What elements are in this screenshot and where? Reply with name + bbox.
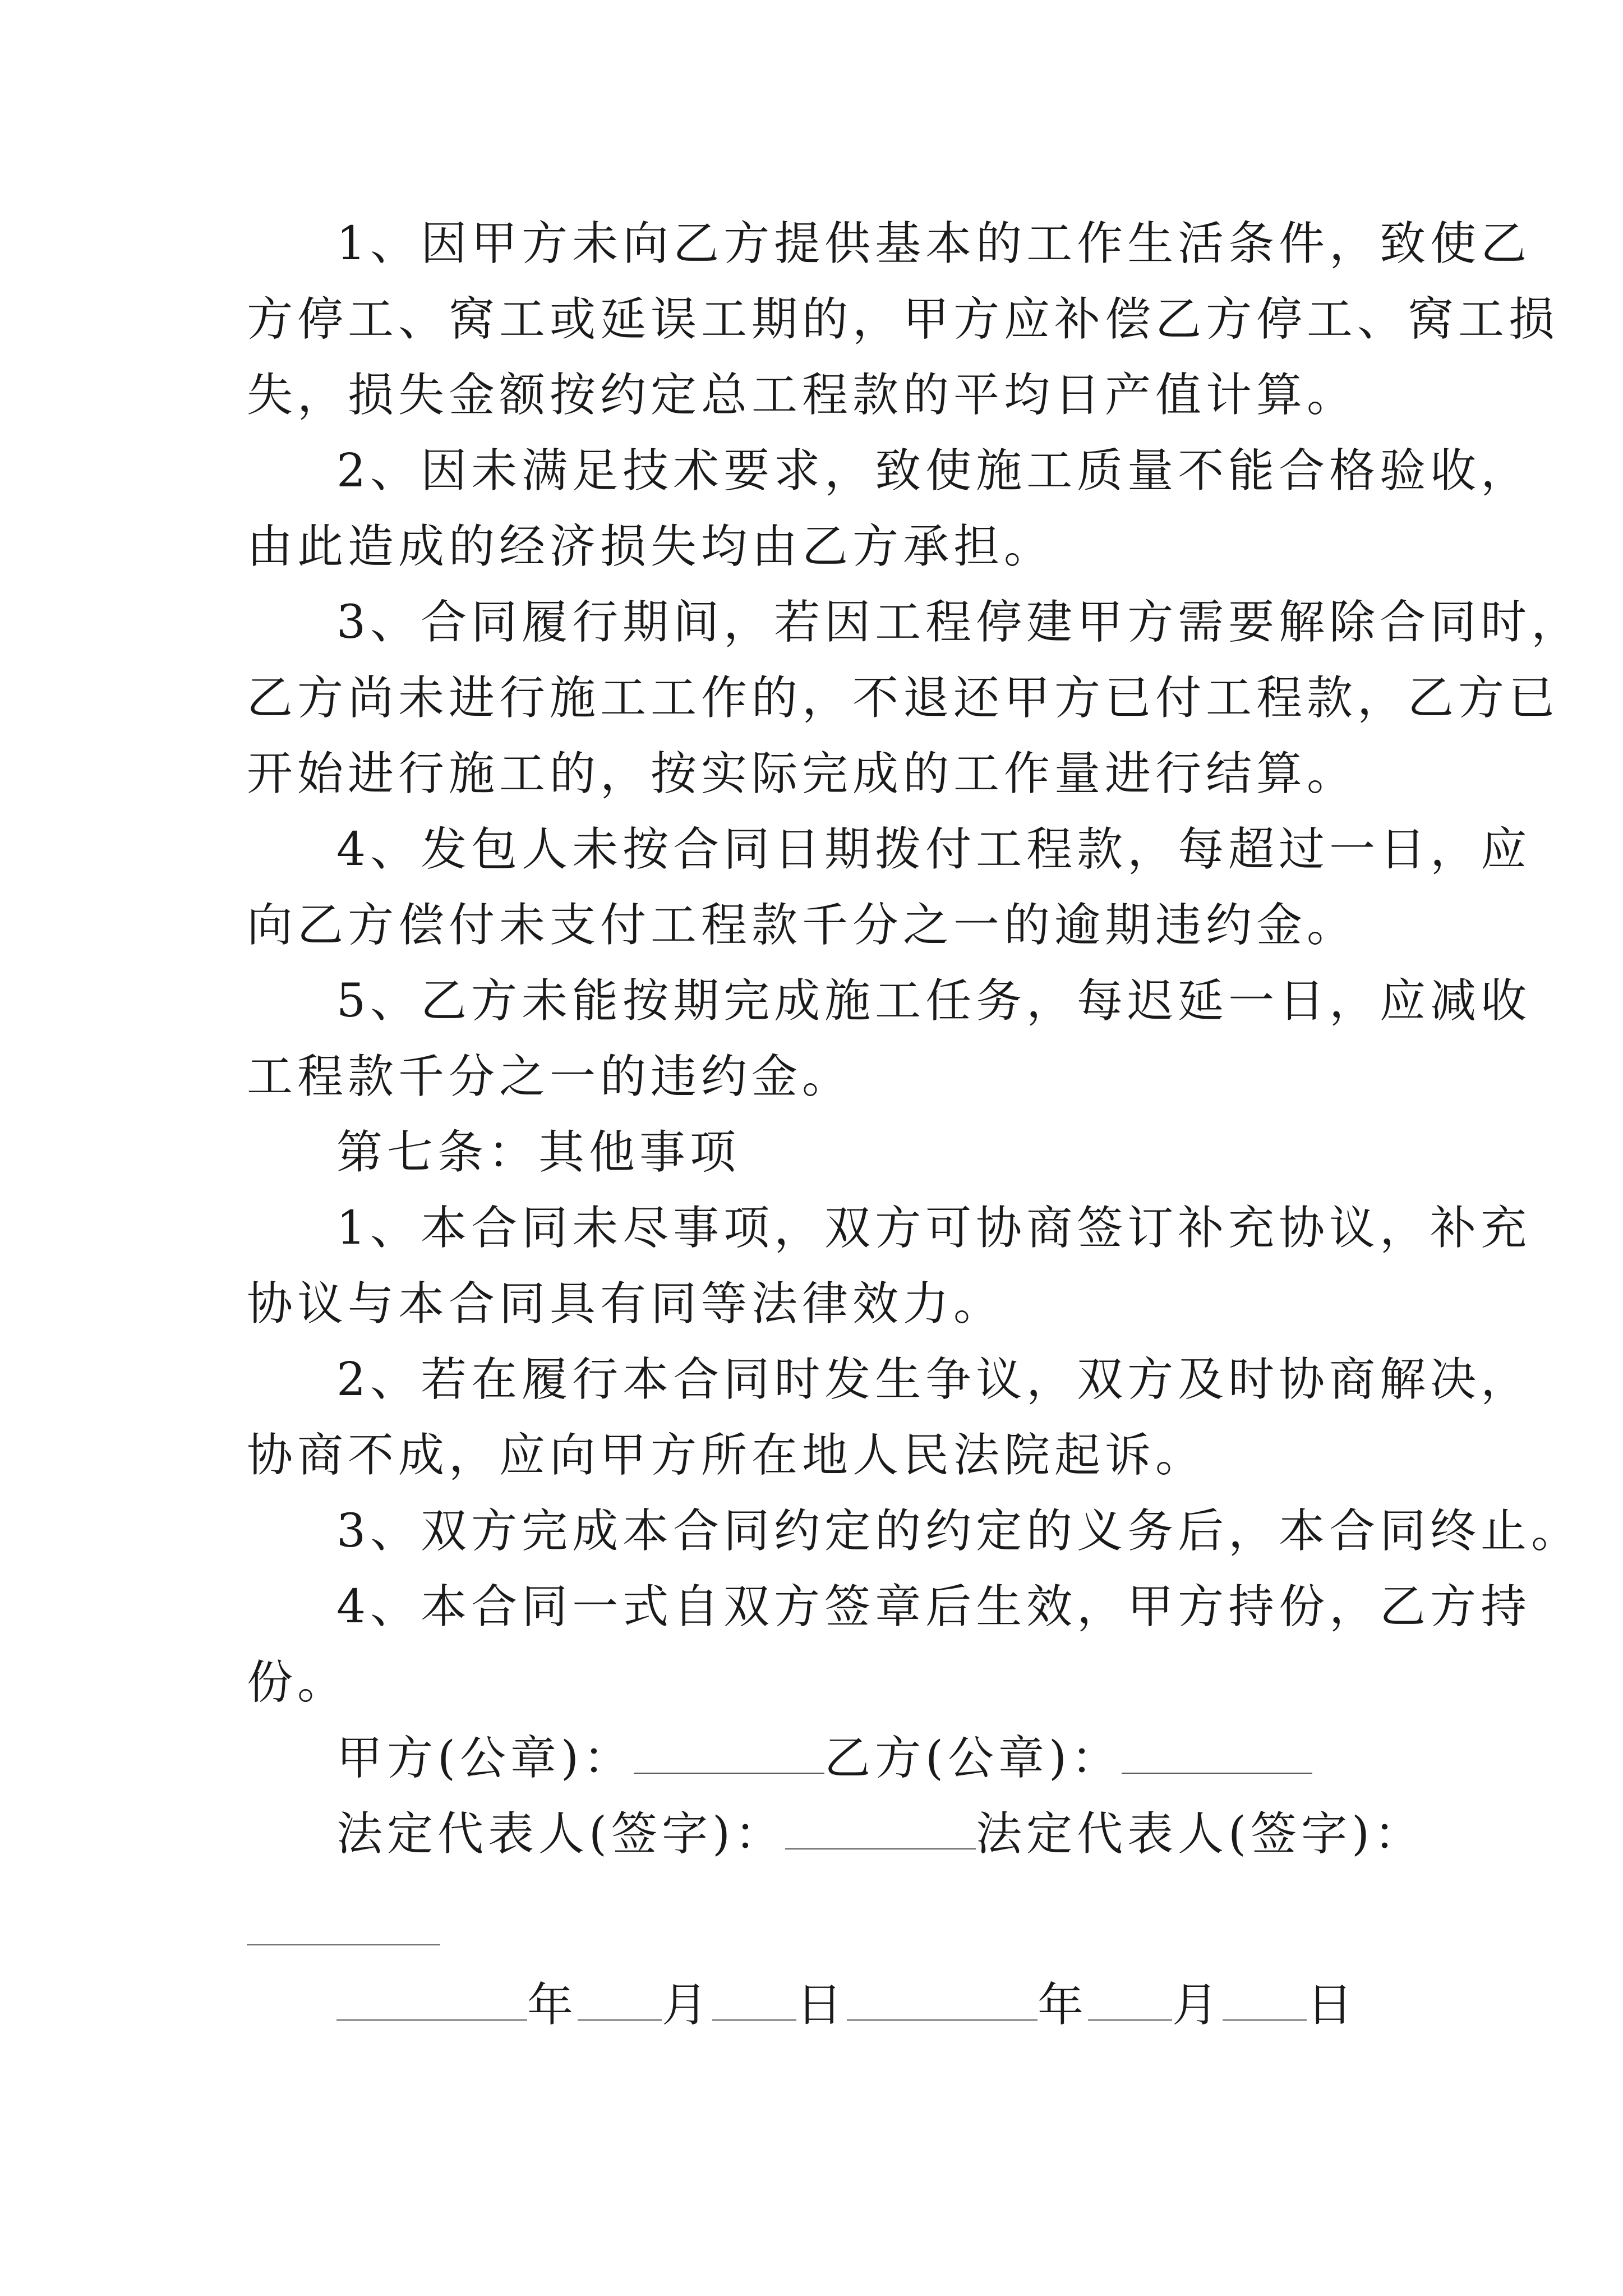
clause-6-1-line-1: 1、因甲方未向乙方提供基本的工作生活条件，致使乙 — [336, 217, 1532, 270]
date-a-day-label: 日 — [796, 1978, 847, 2032]
date-b-month-label: 月 — [1172, 1978, 1223, 2032]
date-b-year-blank[interactable] — [847, 1980, 1038, 2021]
clause-6-4-line-2: 向乙方偿付未支付工程款千分之一的逾期违约金。 — [247, 899, 1358, 952]
clause-6-3-line-3: 开始进行施工的，按实际完成的工作量进行结算。 — [247, 747, 1358, 800]
date-a-year-label: 年 — [527, 1978, 578, 2032]
clause-6-2-line-1: 2、因未满足技术要求，致使施工质量不能合格验收， — [336, 444, 1532, 498]
clause-6-2-line-2: 由此造成的经济损失均由乙方承担。 — [247, 520, 1055, 573]
date-a-day-blank[interactable] — [712, 1980, 796, 2021]
clause-6-5-line-1: 5、乙方未能按期完成施工任务，每迟延一日，应减收 — [336, 974, 1532, 1028]
clause-7-1-line-1: 1、本合同未尽事项，双方可协商签订补充协议，补充 — [336, 1202, 1532, 1255]
article-7-heading: 第七条：其他事项 — [336, 1126, 741, 1179]
rep-b-signature-blank[interactable] — [247, 1944, 440, 1945]
party-a-seal-blank[interactable] — [634, 1733, 824, 1774]
clause-6-1-line-2: 方停工、窝工或延误工期的，甲方应补偿乙方停工、窝工损 — [247, 293, 1560, 346]
rep-a-signature-label: 法定代表人(签字)： — [336, 1807, 785, 1861]
rep-a-signature-blank[interactable] — [785, 1809, 976, 1849]
clause-7-3-line-1: 3、双方完成本合同约定的约定的义务后，本合同终止。 — [336, 1504, 1582, 1558]
clause-7-4-line-2: 份。 — [247, 1656, 348, 1709]
clause-6-5-line-2: 工程款千分之一的违约金。 — [247, 1050, 853, 1103]
clause-7-2-line-1: 2、若在履行本合同时发生争议，双方及时协商解决， — [336, 1353, 1532, 1406]
party-b-seal-blank[interactable] — [1122, 1733, 1312, 1774]
date-b-day-blank[interactable] — [1223, 1980, 1307, 2021]
date-line — [336, 1977, 1481, 2033]
date-a-month-blank[interactable] — [578, 1980, 662, 2021]
date-b-day-label: 日 — [1307, 1978, 1358, 2032]
clause-6-4-line-1: 4、发包人未按合同日期拨付工程款，每超过一日，应 — [336, 823, 1532, 876]
party-b-seal-label: 乙方(公章)： — [824, 1732, 1122, 1785]
date-a-month-label: 月 — [662, 1978, 713, 2032]
date-a-year-blank[interactable] — [336, 1980, 527, 2021]
party-a-seal-label: 甲方(公章)： — [336, 1732, 634, 1785]
clause-7-2-line-2: 协商不成，应向甲方所在地人民法院起诉。 — [247, 1429, 1206, 1482]
clause-6-1-line-3: 失，损失金额按约定总工程款的平均日产值计算。 — [247, 369, 1358, 422]
clause-6-3-line-2: 乙方尚未进行施工工作的，不退还甲方已付工程款，乙方已 — [247, 671, 1560, 725]
representative-signature-line — [336, 1806, 1481, 1862]
clause-7-1-line-2: 协议与本合同具有同等法律效力。 — [247, 1277, 1004, 1331]
clause-7-4-line-1: 4、本合同一式自双方签章后生效，甲方持份，乙方持 — [336, 1580, 1532, 1634]
date-b-month-blank[interactable] — [1088, 1980, 1172, 2021]
rep-b-signature-label: 法定代表人(签字)： — [975, 1807, 1424, 1861]
party-seal-line — [336, 1731, 1481, 1787]
clause-6-3-line-1: 3、合同履行期间，若因工程停建甲方需要解除合同时， — [336, 596, 1582, 649]
date-b-year-label: 年 — [1038, 1978, 1089, 2032]
